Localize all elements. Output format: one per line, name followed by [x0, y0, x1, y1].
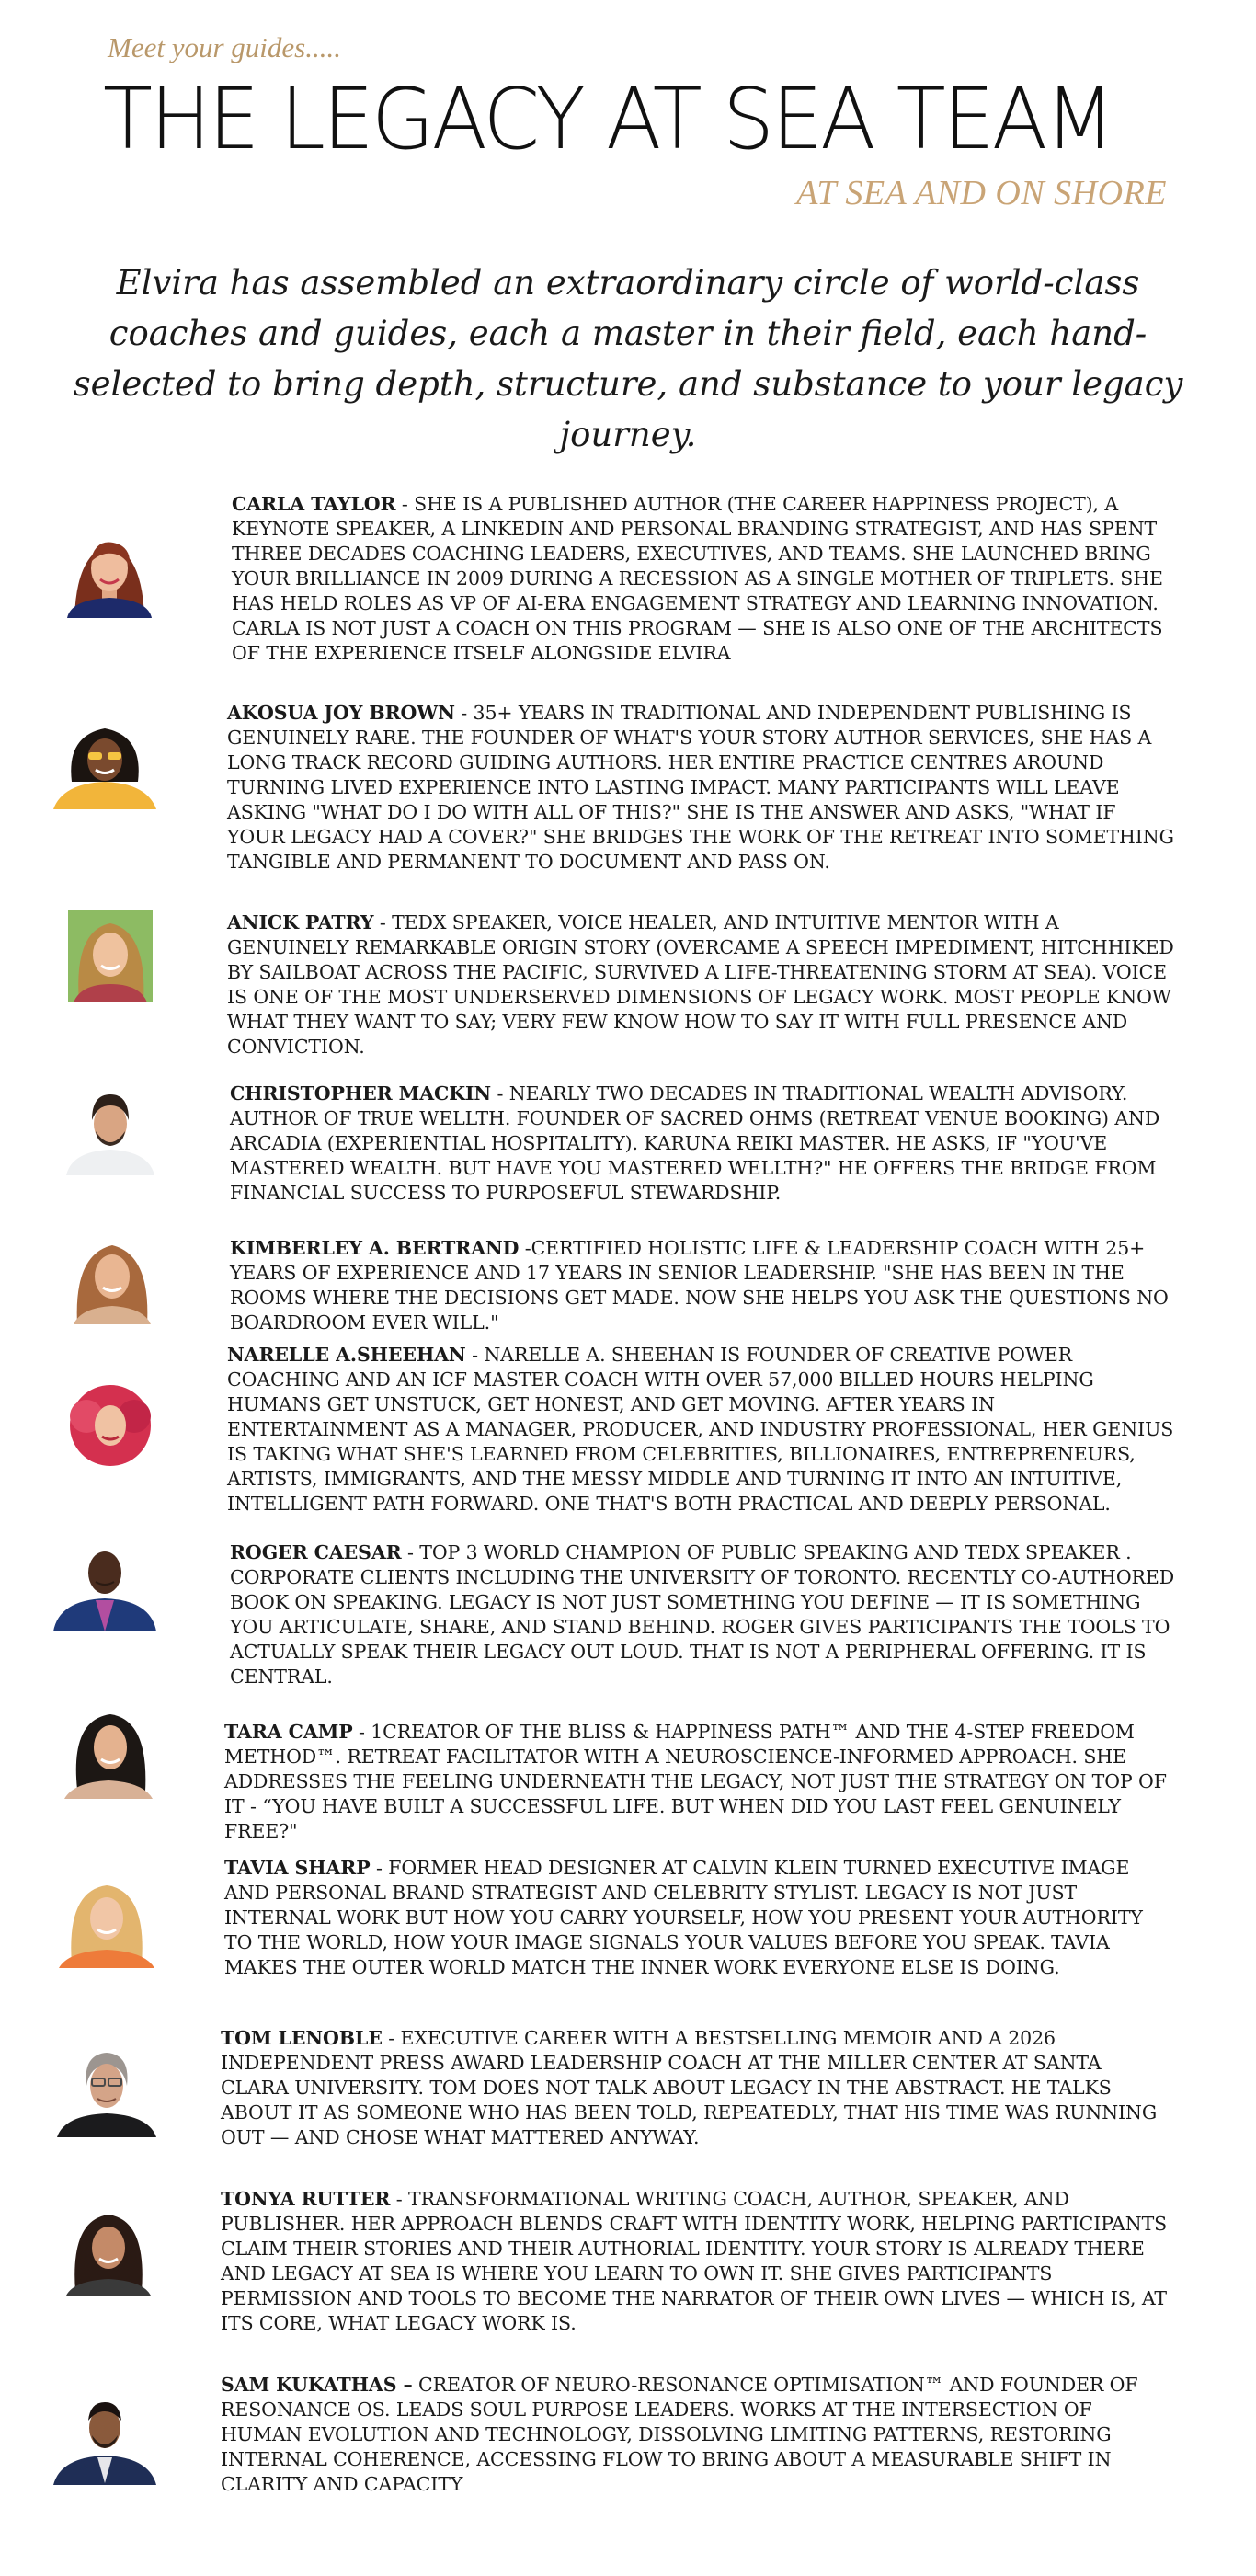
guide-portrait [53, 717, 156, 809]
guide-name: NARELLE A.SHEEHAN [227, 1344, 466, 1366]
guide-portrait [55, 2045, 158, 2137]
guide-description: - EXECUTIVE CAREER WITH A BESTSELLING MEMOIR AND A 2026 INDEPENDENT PRESS AWARD LEADERSHIP COACH AT THE MILLER CENTER AT SANTA CLARA UNIVERSITY. TOM DOES NOT TALK ABOUT LEGACY IN THE ABSTRACT. HE TALKS ABOUT IT AS SOMEONE WHO HAS BEEN TOLD, REPEATEDLY, THAT HIS TIME WAS RUNNING OUT — AND CHOSE WHAT MATTERED ANYWAY. [221, 2027, 1158, 2148]
guide-description: -CERTIFIED HOLISTIC LIFE & LEADERSHIP COACH WITH 25+ YEARS OF EXPERIENCE AND 17 YEARS IN SENIOR LEADERSHIP. "SHE HAS BEEN IN THE ROOMS WHERE THE DECISIONS GET MADE. NOW SHE HELPS YOU ASK THE QUESTIONS NO BOARDROOM EVER WILL." [230, 1237, 1169, 1334]
guide-portrait [55, 1876, 158, 1968]
guide-name: TARA CAMP [224, 1721, 353, 1743]
guide-description: - FORMER HEAD DESIGNER AT CALVIN KLEIN TURNED EXECUTIVE IMAGE AND PERSONAL BRAND STRATEGIST AND CELEBRITY STYLIST. LEGACY IS NOT JUST INTERNAL WORK BUT HOW YOU CARRY YOURSELF, HOW YOU PRESENT YOUR AUTHORITY TO THE WORLD, HOW YOUR IMAGE SIGNALS YOUR VALUES BEFORE YOU SPEAK. TAVIA MAKES THE OUTER WORLD MATCH THE INNER WORK EVERYONE ELSE IS DOING. [224, 1857, 1143, 1978]
eyebrow-text: Meet your guides..... [108, 31, 341, 63]
guide-description: CREATOR OF NEURO-RESONANCE OPTIMISATION™ AND FOUNDER OF RESONANCE OS. LEADS SOUL PURPOSE LEADERS. WORKS AT THE INTERSECTION OF HUMAN EVOLUTION AND TECHNOLOGY, DISSOLVING LIMITING PATTERNS, RESTORING INTERNAL COHERENCE, ACCESSING FLOW TO BRING ABOUT A MEASURABLE SHIFT IN CLARITY AND CAPACITY [221, 2374, 1138, 2495]
guide-bio [221, 2026, 1168, 2150]
guide-portrait [58, 526, 161, 618]
guide-name: ANICK PATRY [227, 911, 374, 933]
guide-description: - SHE IS A PUBLISHED AUTHOR (THE CAREER HAPPINESS PROJECT), A KEYNOTE SPEAKER, A LINKEDIN AND PERSONAL BRANDING STRATEGIST, AND HAS SPENT THREE DECADES COACHING LEADERS, EXECUTIVES, AND TEAMS. SHE LAUNCHED BRING YOUR BRILLIANCE IN 2009 DURING A RECESSION AS A SINGLE MOTHER OF TRIPLETS. SHE HAS HELD ROLES AS VP OF AI-ERA ENGAGEMENT STRATEGY AND LEARNING INNOVATION. CARLA IS NOT JUST A COACH ON THIS PROGRAM — SHE IS ALSO ONE OF THE ARCHITECTS OF THE EXPERIENCE ITSELF ALONGSIDE ELVIRA [232, 493, 1163, 664]
guide-portrait [53, 2393, 156, 2485]
page-title: THE LEGACY AT SEA TEAM [103, 70, 1113, 168]
guide-name: TAVIA SHARP [224, 1857, 371, 1879]
guide-description: - TOP 3 WORLD CHAMPION OF PUBLIC SPEAKING AND TEDX SPEAKER . CORPORATE CLIENTS INCLUDING THE UNIVERSITY OF TORONTO. RECENTLY CO-AUTHORED BOOK ON SPEAKING. LEGACY IS NOT JUST SOMETHING YOU DEFINE — IT IS SOMETHING YOU ARTICULATE, SHARE, AND STAND BEHIND. ROGER GIVES PARTICIPANTS THE TOOLS TO ACTUALLY SPEAK THEIR LEGACY OUT LOUD. THAT IS NOT A PERIPHERAL OFFERING. IT IS CENTRAL. [230, 1541, 1175, 1688]
guide-portrait [59, 1083, 162, 1175]
guide-name: KIMBERLEY A. BERTRAND [230, 1237, 520, 1259]
guide-description: - NEARLY TWO DECADES IN TRADITIONAL WEALTH ADVISORY. AUTHOR OF TRUE WELLTH. FOUNDER OF SACRED OHMS (RETREAT VENUE BOOKING) AND ARCADIA (EXPERIENTIAL HOSPITALITY). KARUNA REIKI MASTER. HE ASKS, IF "YOU'VE MASTERED WEALTH. BUT HAVE YOU MASTERED WELLTH?" HE OFFERS THE BRIDGE FROM FINANCIAL SUCCESS TO PURPOSEFUL STEWARDSHIP. [230, 1082, 1160, 1204]
guide-description: - 35+ YEARS IN TRADITIONAL AND INDEPENDENT PUBLISHING IS GENUINELY RARE. THE FOUNDER OF WHAT'S YOUR STORY AUTHOR SERVICES, SHE HAS A LONG TRACK RECORD GUIDING AUTHORS. HER ENTIRE PRACTICE CENTRES AROUND TURNING LIVED EXPERIENCE INTO LASTING IMPACT. MANY PARTICIPANTS WILL LEAVE ASKING "WHAT DO I DO WITH ALL OF THIS?" SHE IS THE ANSWER AND ASKS, "WHAT IF YOUR LEGACY HAD A COVER?" SHE BRIDGES THE WORK OF THE RETREAT INTO SOMETHING TANGIBLE AND PERMANENT TO DOCUMENT AND PASS ON. [227, 702, 1174, 873]
guide-name: TOM LENOBLE [221, 2027, 383, 2049]
guide-bio [232, 492, 1170, 666]
guide-bio [227, 910, 1174, 1059]
guide-portrait [59, 910, 162, 1002]
guide-description: - TRANSFORMATIONAL WRITING COACH, AUTHOR, SPEAKER, AND PUBLISHER. HER APPROACH BLENDS CRAFT WITH IDENTITY WORK, HELPING PARTICIPANTS CLAIM THEIR STORIES AND THEIR AUTHORIAL IDENTITY. YOUR STORY IS ALREADY THERE AND LEGACY AT SEA IS WHERE YOU LEARN TO OWN IT. SHE GIVES PARTICIPANTS PERMISSION AND TOOLS TO BECOME THE NARRATOR OF THEIR OWN LIVES — WHICH IS, AT ITS CORE, WHAT LEGACY WORK IS. [221, 2188, 1168, 2334]
guide-bio [230, 1236, 1177, 1335]
page-subtitle: AT SEA AND ON SHORE [796, 174, 1167, 212]
guide-description: - NARELLE A. SHEEHAN IS FOUNDER OF CREATIVE POWER COACHING AND AN ICF MASTER COACH WITH OVER 57,000 BILLED HOURS HELPING HUMANS GET UNSTUCK, GET HONEST, AND GET MOVING. AFTER YEARS IN ENTERTAINMENT AS A MANAGER, PRODUCER, AND INDUSTRY PROFESSIONAL, HER GENIUS IS TAKING WHAT SHE'S LEARNED FROM CELEBRITIES, BILLIONAIRES, ENTREPRENEURS, ARTISTS, IMMIGRANTS, AND THE MESSY MIDDLE AND TURNING IT INTO AN INTUITIVE, INTELLIGENT PATH FORWARD. ONE THAT'S BOTH PRACTICAL AND DEEPLY PERSONAL. [227, 1344, 1174, 1515]
guide-bio [227, 701, 1174, 875]
guide-portrait [59, 1380, 162, 1471]
guide-name: SAM KUKATHAS – [221, 2374, 413, 2396]
guide-portrait [53, 1540, 156, 1631]
guide-bio [224, 1720, 1171, 1844]
guide-description: - 1CREATOR OF THE BLISS & HAPPINESS PATH™ AND THE 4-STEP FREEDOM METHOD™. RETREAT FACILITATOR WITH A NEUROSCIENCE-INFORMED APPROACH. SHE ADDRESSES THE FEELING UNDERNEATH THE LEGACY, NOT JUST THE STRATEGY ON TOP OF IT - “YOU HAVE BUILT A SUCCESSFUL LIFE. BUT WHEN DID YOU LAST FEEL GENUINELY FREE?" [224, 1721, 1167, 1842]
guide-portrait [61, 1232, 164, 1324]
guide-name: CHRISTOPHER MACKIN [230, 1082, 492, 1105]
guide-portrait [57, 1707, 160, 1799]
guide-name: ROGER CAESAR [230, 1541, 402, 1563]
guide-bio [221, 2373, 1168, 2497]
guide-bio [230, 1540, 1186, 1689]
guide-bio [230, 1082, 1177, 1206]
guide-bio [227, 1343, 1179, 1517]
guide-name: CARLA TAYLOR [232, 493, 396, 515]
guide-description: - TEDX SPEAKER, VOICE HEALER, AND INTUITIVE MENTOR WITH A GENUINELY REMARKABLE ORIGIN STORY (OVERCAME A SPEECH IMPEDIMENT, HITCHHIKED BY SAILBOAT ACROSS THE PACIFIC, SURVIVED A LIFE-THREATENING STORM AT SEA). VOICE IS ONE OF THE MOST UNDERSERVED DIMENSIONS OF LEGACY WORK. MOST PEOPLE KNOW WHAT THEY WANT TO SAY; VERY FEW KNOW HOW TO SAY IT WITH FULL PRESENCE AND CONVICTION. [227, 911, 1174, 1058]
guide-bio [221, 2187, 1168, 2336]
guide-bio [224, 1856, 1171, 1980]
intro-paragraph: Elvira has assembled an extraordinary circle of world-class coaches and guides, each a master in their field, each hand-selected to bring depth, structure, and substance to your legacy journey. [73, 263, 1183, 454]
guide-name: TONYA RUTTER [221, 2188, 391, 2210]
guide-portrait [57, 2204, 160, 2296]
guide-name: AKOSUA JOY BROWN [227, 702, 455, 724]
